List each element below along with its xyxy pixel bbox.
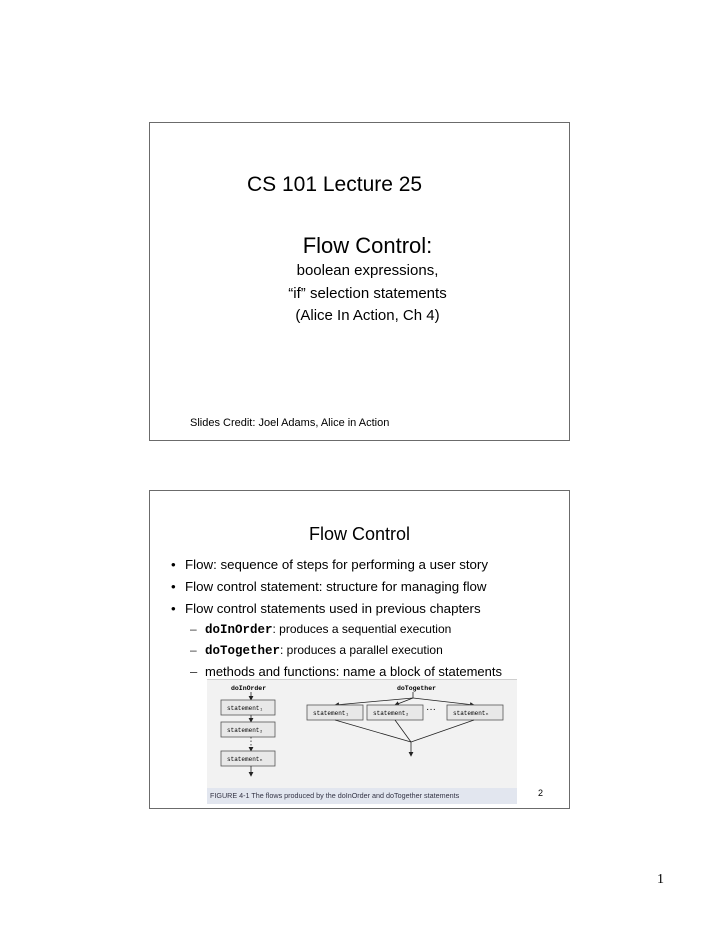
slide-2-title: Flow Control (308, 524, 411, 544)
code-term: doTogether (205, 644, 281, 658)
label-doinorder: doInOrder (231, 685, 267, 692)
bullet-text: Flow control statements used in previous chapters (185, 601, 481, 616)
slide-1-subtitle-line-2: “if” selection statements (288, 285, 447, 302)
sub-item: – methods and functions: name a block of statements (190, 664, 503, 679)
sub-text: : produces a sequential execution (272, 622, 452, 636)
slide-2 (149, 490, 570, 809)
slide-1-title: CS 101 Lecture 25 (247, 173, 423, 196)
bullet-text: Flow: sequence of steps for performing a user story (185, 557, 489, 572)
inorder-statement-1-label: statement₁ (227, 705, 264, 712)
slide-2-bullet-list (168, 554, 488, 620)
inorder-statement-2-label: statement₂ (227, 727, 264, 734)
slide-1-subtitle-line-1: boolean expressions, (296, 262, 439, 279)
together-ellipsis: ··· (426, 704, 436, 715)
together-statement-2-label: statement₂ (373, 710, 410, 717)
figure-caption: FIGURE 4-1 The flows produced by the doInOrder and doTogether statements (207, 788, 517, 804)
sub-item: – doTogether: produces a parallel execution (190, 643, 443, 658)
bullet-text: Flow control statement: structure for managing flow (185, 579, 487, 594)
sub-text: : produces a parallel execution (280, 643, 443, 657)
flow-figure (207, 679, 517, 804)
sub-text: methods and functions: name a block of statements (205, 664, 503, 679)
bullet-item: • Flow control statement: structure for managing flow (171, 579, 487, 594)
together-statement-n-label: statementₙ (453, 710, 490, 717)
label-dotogether: doTogether (397, 685, 437, 692)
slide-number: 2 (537, 788, 543, 798)
bullet-item: • Flow: sequence of steps for performing a user story (171, 557, 489, 572)
page-number: 1 (657, 872, 664, 887)
sub-item: – doInOrder: produces a sequential execution (190, 622, 452, 637)
together-statement-1-label: statement₁ (313, 710, 350, 717)
bullet-item: • Flow control statements used in previous chapters (171, 601, 481, 616)
slide-1-heading: Flow Control: (302, 233, 433, 258)
slide-2-sub-list (190, 619, 502, 682)
slide-1-credit: Slides Credit: Joel Adams, Alice in Action (190, 417, 390, 429)
code-term: doInOrder (205, 623, 273, 637)
flow-diagram (207, 680, 517, 788)
inorder-statement-n-label: statementₙ (227, 756, 264, 763)
slide-1-subtitle-line-3: (Alice In Action, Ch 4) (295, 307, 440, 324)
slide-1 (149, 122, 570, 441)
